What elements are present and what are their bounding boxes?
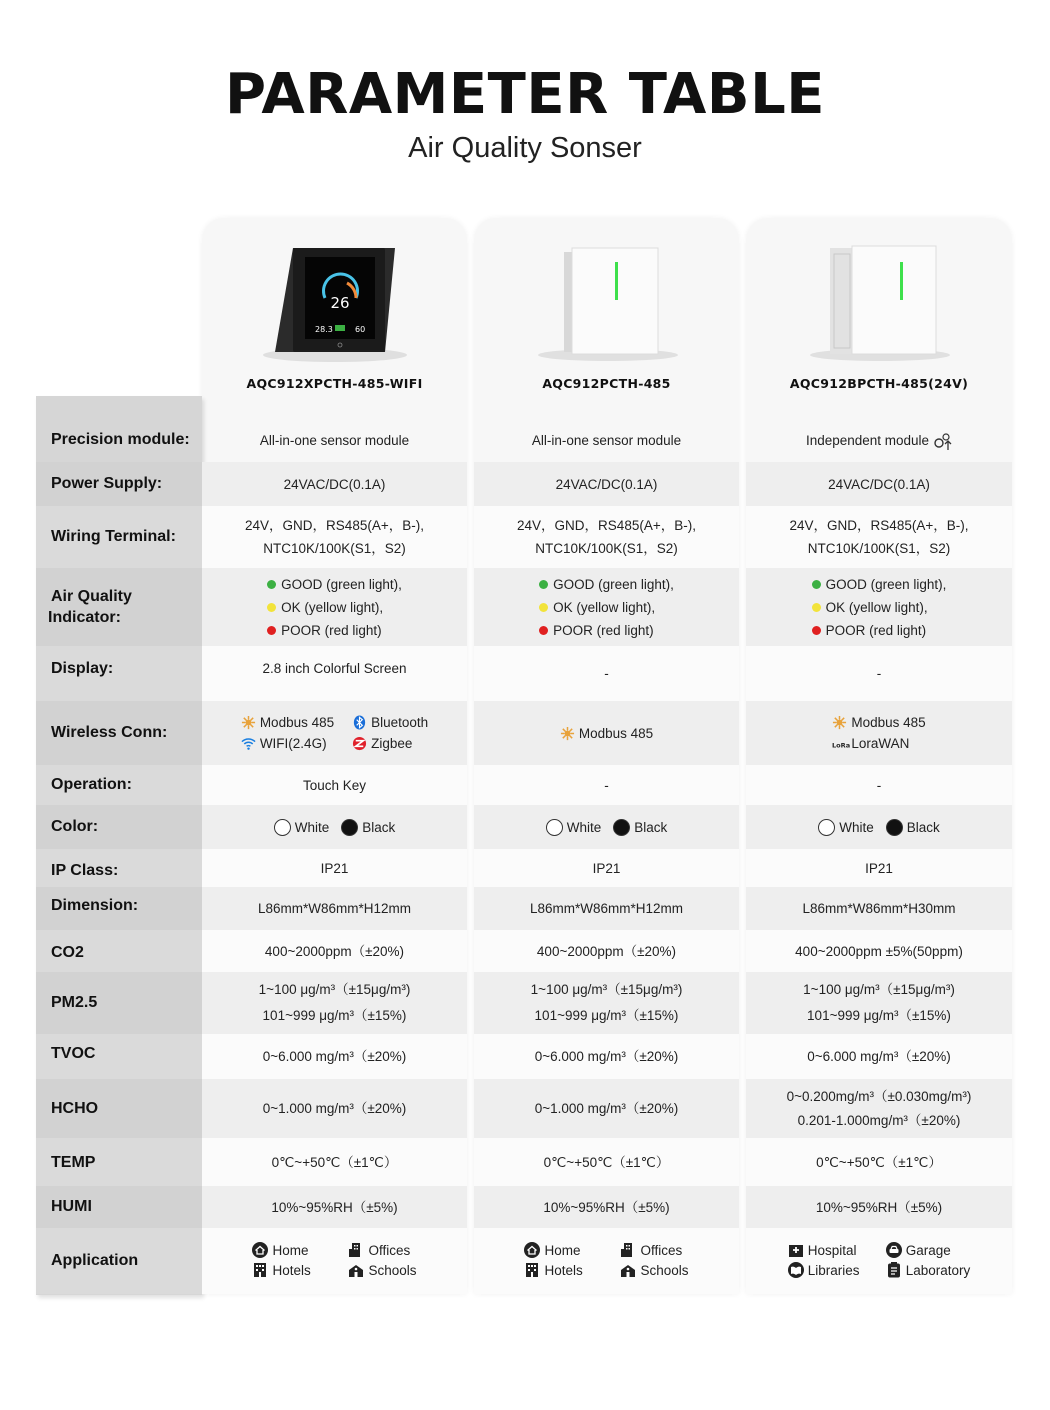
cell: All-in-one sensor module [259, 432, 410, 448]
upgrade-gears-icon [932, 429, 952, 451]
cell: 0~6.000 mg/m³（±20%) [474, 1034, 739, 1079]
laboratory-icon [886, 1262, 902, 1278]
cell: 10%~95%RH（±5%) [202, 1186, 467, 1228]
cell: 0~1.000 mg/m³（±20%) [474, 1079, 739, 1138]
cell [746, 701, 1012, 765]
green-dot-icon [812, 580, 821, 589]
row-wireless [36, 701, 1012, 765]
row-ip [36, 849, 1012, 887]
cell [474, 701, 739, 765]
model-name-3: AQC912BPCTH-485(24V) [789, 376, 969, 391]
row-label: Operation: [36, 765, 202, 805]
text: LoraWAN [851, 736, 910, 751]
home-icon [524, 1242, 540, 1258]
row-humi [36, 1186, 1012, 1228]
red-dot-icon [812, 626, 821, 635]
cell [474, 506, 739, 568]
row-application [36, 1228, 1012, 1294]
red-dot-icon [267, 626, 276, 635]
modbus-icon [832, 715, 847, 730]
row-label: Color: [36, 805, 202, 849]
cell: L86mm*W86mm*H30mm [746, 887, 1012, 930]
text: Hotels [272, 1263, 311, 1278]
white-swatch-icon [274, 819, 291, 836]
row-label: Display: [36, 646, 202, 701]
cell [474, 805, 739, 849]
row-temp [36, 1138, 1012, 1186]
row-display [36, 646, 1012, 701]
offices-icon [348, 1242, 364, 1258]
text: Hotels [544, 1263, 583, 1278]
cell: 10%~95%RH（±5%) [474, 1186, 739, 1228]
row-operation [36, 765, 1012, 805]
cell [746, 418, 1012, 462]
device-image-black [255, 240, 415, 365]
cell: 0℃~+50℃（±1℃） [202, 1138, 467, 1186]
row-dimension [36, 887, 1012, 930]
cell [474, 972, 739, 1034]
device-screen-right: 60 [355, 325, 366, 334]
line: 101~999 μg/m³（±15%) [807, 1008, 951, 1023]
cell [746, 972, 1012, 1034]
device-screen-temp: 26 [330, 294, 350, 312]
svg-text:LoRa: LoRa [832, 741, 851, 750]
cell [746, 568, 1012, 646]
cell [202, 568, 467, 646]
schools-icon [620, 1262, 636, 1278]
text: Hospital [807, 1243, 857, 1258]
cell: 0℃~+50℃（±1℃） [474, 1138, 739, 1186]
text: POOR (red light) [553, 622, 654, 638]
hotels-icon [524, 1262, 540, 1278]
cell [202, 805, 467, 849]
line: 101~999 μg/m³（±15%) [534, 1008, 679, 1023]
cell [202, 701, 467, 765]
row-label: Wiring Terminal: [36, 506, 202, 568]
page-subtitle: Air Quality Sonser [408, 132, 642, 164]
text: White [839, 819, 874, 835]
cell: 400~2000ppm（±20%) [474, 930, 739, 972]
hotels-icon [252, 1262, 268, 1278]
text: Modbus 485 [259, 715, 335, 730]
text: Zigbee [371, 736, 413, 751]
cell: 0~1.000 mg/m³（±20%) [202, 1079, 467, 1138]
cell [746, 805, 1012, 849]
text: Modbus 485 [578, 725, 654, 741]
offices-icon [620, 1242, 636, 1258]
line: 1~100 μg/m³（±15μg/m³) [803, 982, 955, 997]
line: NTC10K/100K(S1，S2) [807, 541, 951, 556]
lora-icon [832, 736, 851, 751]
text: Black [906, 819, 940, 835]
modbus-icon [241, 715, 256, 730]
row-label: CO2 [36, 930, 202, 972]
cell: - [474, 646, 739, 701]
cell: 10%~95%RH（±5%) [746, 1186, 1012, 1228]
line: 1~100 μg/m³（±15μg/m³) [258, 982, 411, 997]
cell: 24VAC/DC(0.1A) [202, 462, 467, 506]
row-label: Wireless Conn: [36, 701, 202, 765]
row-pm25 [36, 972, 1012, 1034]
green-dot-icon [539, 580, 548, 589]
cell [746, 506, 1012, 568]
cell: IP21 [202, 849, 467, 887]
text: Black [362, 819, 396, 835]
text: Schools [368, 1263, 417, 1278]
garage-icon [886, 1242, 902, 1258]
text: Libraries [807, 1263, 860, 1278]
text: Offices [368, 1243, 411, 1258]
device-screen-left: 28.3 [315, 325, 333, 334]
cell: 0℃~+50℃（±1℃） [746, 1138, 1012, 1186]
wifi-icon [241, 736, 256, 751]
device-image-white [528, 240, 688, 365]
text: Schools [640, 1263, 689, 1278]
zigbee-icon [352, 736, 367, 751]
black-swatch-icon [341, 819, 358, 836]
cell [202, 1228, 467, 1294]
cell: L86mm*W86mm*H12mm [202, 887, 467, 930]
cell: 0~6.000 mg/m³（±20%) [746, 1034, 1012, 1079]
cell: 24VAC/DC(0.1A) [746, 462, 1012, 506]
row-label: TEMP [36, 1138, 202, 1186]
row-tvoc [36, 1034, 1012, 1079]
cell: 2.8 inch Colorful Screen [202, 646, 467, 701]
line: 101~999 μg/m³（±15%) [262, 1008, 407, 1023]
line: 24V，GND，RS485(A+，B-), [789, 518, 969, 533]
cell: - [746, 646, 1012, 701]
text: GOOD (green light), [553, 576, 674, 592]
cell: 24VAC/DC(0.1A) [474, 462, 739, 506]
cell [474, 568, 739, 646]
text: OK (yellow light), [281, 599, 384, 615]
cell [474, 1228, 739, 1294]
cell: 400~2000ppm（±20%) [202, 930, 467, 972]
text: POOR (red light) [825, 622, 927, 638]
yellow-dot-icon [812, 603, 821, 612]
line: NTC10K/100K(S1，S2) [263, 541, 406, 556]
modbus-icon [560, 726, 575, 741]
text: OK (yellow light), [825, 599, 928, 615]
text: Offices [640, 1243, 683, 1258]
libraries-icon [788, 1262, 804, 1278]
text: Bluetooth [371, 715, 429, 730]
row-power [36, 462, 1012, 506]
line: 24V，GND，RS485(A+，B-), [245, 518, 424, 533]
row-label: TVOC [36, 1034, 202, 1079]
cell: 400~2000ppm ±5%(50ppm) [746, 930, 1012, 972]
page-title: PARAMETER TABLE [224, 62, 826, 127]
yellow-dot-icon [267, 603, 276, 612]
text: GOOD (green light), [281, 576, 402, 592]
model-name-2: AQC912PCTH-485 [542, 376, 671, 391]
line: NTC10K/100K(S1，S2) [535, 541, 678, 556]
cell: IP21 [474, 849, 739, 887]
text: Home [272, 1243, 309, 1258]
cell [746, 1079, 1012, 1138]
text: GOOD (green light), [825, 576, 947, 592]
cell: 0~6.000 mg/m³（±20%) [202, 1034, 467, 1079]
black-swatch-icon [613, 819, 630, 836]
text: White [294, 819, 330, 835]
row-label: HUMI [36, 1186, 202, 1228]
cell: L86mm*W86mm*H12mm [474, 887, 739, 930]
row-label: Power Supply: [36, 462, 202, 506]
text: POOR (red light) [281, 622, 382, 638]
label-line: Indicator: [48, 609, 121, 626]
row-aqi [36, 568, 1012, 646]
device-image-white-b [800, 240, 960, 365]
bluetooth-icon [352, 715, 367, 730]
text: Home [544, 1243, 581, 1258]
row-hcho [36, 1079, 1012, 1138]
cell-text: Independent module [805, 432, 930, 448]
text: Laboratory [905, 1263, 971, 1278]
model-name-1: AQC912XPCTH-485-WIFI [246, 376, 423, 391]
row-label: IP Class: [36, 849, 202, 887]
row-label: PM2.5 [36, 972, 202, 1034]
white-swatch-icon [546, 819, 563, 836]
line: 0.201-1.000mg/m³（±20%) [797, 1112, 961, 1128]
row-precision [36, 418, 1012, 462]
row-label: Application [36, 1228, 202, 1294]
row-label: Precision module: [51, 431, 190, 448]
cell [746, 1228, 1012, 1294]
row-label [36, 568, 202, 646]
row-label: HCHO [36, 1079, 202, 1138]
text: Black [634, 819, 668, 835]
text: WIFI(2.4G) [259, 736, 327, 751]
text: White [566, 819, 602, 835]
black-swatch-icon [886, 819, 903, 836]
cell: - [474, 765, 739, 805]
schools-icon [348, 1262, 364, 1278]
home-icon [252, 1242, 268, 1258]
cell: - [746, 765, 1012, 805]
red-dot-icon [539, 626, 548, 635]
cell: Touch Key [202, 765, 467, 805]
text: OK (yellow light), [553, 599, 656, 615]
yellow-dot-icon [539, 603, 548, 612]
row-co2 [36, 930, 1012, 972]
text: Modbus 485 [851, 715, 926, 730]
line: 0~0.200mg/m³（±0.030mg/m³) [786, 1088, 972, 1104]
white-swatch-icon [818, 819, 835, 836]
cell [202, 506, 467, 568]
hospital-icon [788, 1242, 804, 1258]
cell: All-in-one sensor module [531, 432, 682, 448]
line: 1~100 μg/m³（±15μg/m³) [530, 982, 683, 997]
row-label: Dimension: [36, 887, 202, 930]
text: Garage [905, 1243, 951, 1258]
label-line: Air Quality [51, 588, 132, 605]
green-dot-icon [267, 580, 276, 589]
cell [202, 972, 467, 1034]
row-wiring [36, 506, 1012, 568]
row-color [36, 805, 1012, 849]
line: 24V，GND，RS485(A+，B-), [517, 518, 696, 533]
cell: IP21 [746, 849, 1012, 887]
